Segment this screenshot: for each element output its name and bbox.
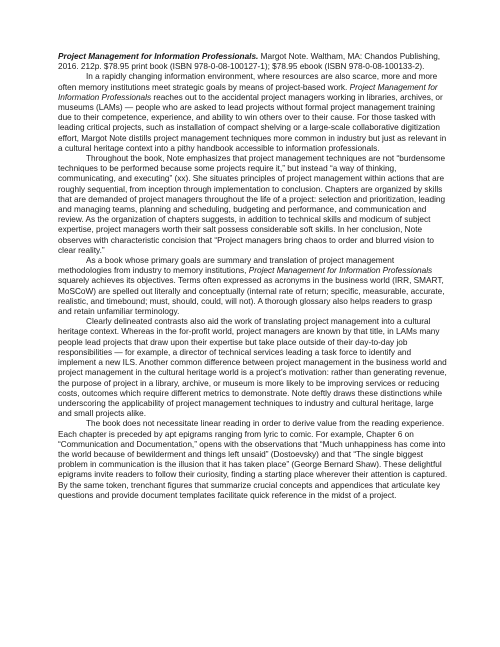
paragraph-text: squarely achieves its objectives. Terms often expressed as acronyms in the business world (IRR, SMART, MoSCoW) are spelled out literally and conceptually (internal rate of return; specific, measurable, accurate, realistic, and timebound; must, should, could, will not). A thorough glossary also helps readers to grasp and retain unfamiliar terminology. [58,276,445,317]
body-paragraph-2: Throughout the book, Note emphasizes that project management techniques are not “burdensome techniques to be performed because some projects require it,” but instead “a way of thinking, communicating, and executing” (xx). She situates principles of project management within actions that are roughly sequential, from inception through implementation to conclusion. Chapters are organized by skills that are demanded of project managers throughout the life of a project: selection and prioritization, leading and managing teams, planning and scheduling, budgeting and performance, and communication and review. As the organization of chapters suggests, in addition to technical skills and modicum of subject expertise, project managers worth their salt possess considerable soft skills. In her conclusion, Note observes with characteristic concision that “Project managers bring chaos to order and blurred vision to clear reality.” [58,154,446,255]
body-paragraph-3 [58,256,448,317]
body-paragraph-5: The book does not necessitate linear reading in order to derive value from the reading experience. Each chapter is preceded by apt epigrams ranging from lyric to comic. For example, Chapter 6 on “Communication and Documentation,” opens with the observations that “Much unhappiness has come into the world because of bewilderment and things left unsaid” (Dostoevsky) and that “The single biggest problem in communication is the illusion that it has taken place” (George Bernard Shaw). These delightful epigrams invite readers to follow their curiosity, finding a starting place wherever their attention is captured. By the same token, trenchant figures that summarize crucial concepts and appendices that articulate key questions and provide document templates facilitate quick reference in the midst of a project. [58,419,448,500]
body-paragraph-4: Clearly delineated contrasts also aid the work of translating project management into a cultural heritage context. Whereas in the for-profit world, project managers are known by that title, in LAMs many people lead projects that draw upon their expertise but take place outside of their day-to-day job responsibilities — for example, a director of technical services leading a task force to identify and implement a new ILS. Another common difference between project management in the business world and project management in the cultural heritage world is a project’s motivation: rather than generating revenue, the purpose of project in a library, archive, or museum is more likely to be improving services or reducing costs, outcomes which require different metrics to demonstrate. Note deftly draws these distinctions while underscoring the applicability of project management techniques to industry and cultural heritage, large and small projects alike. [58,317,447,419]
body-paragraph-1 [58,72,448,154]
paragraph-text: As a book whose primary goals are summary and translation of project management methodologies from industry to memory institutions, [58,256,395,276]
book-title-reference: Project Management for Information Professionals [58,82,438,102]
paragraph-text: reaches out to the accidental project managers working in libraries, archives, or museums (LAMs) — people who are asked to lead projects without formal project management training due to their competence, experience, and ability to win others over to their cause. For those tasked with leading critical projects, such as installation of compact shelving or a large-scale collaborative digitization effort, Margot Note distills project management techniques more common in industry but just as relevant in a cultural heritage context into a pithy handbook accessible to information professionals. [58,92,447,153]
citation-paragraph [58,52,448,72]
paragraph-text: In a rapidly changing information environment, where resources are also scarce, more and more often memory institutions meet strategic goals by means of project-based work. [58,72,438,92]
citation-details: Margot Note. Waltham, MA: Chandos Publishing, 2016. 212p. $78.95 print book (ISBN 978-0-08-100127-1); $78.95 ebook (ISBN 978-0-08-100133-2). [58,52,441,72]
book-title: Project Management for Information Professionals. [58,52,259,61]
review-article [58,52,448,501]
book-title-reference: Project Management for Information Professionals [248,266,433,276]
